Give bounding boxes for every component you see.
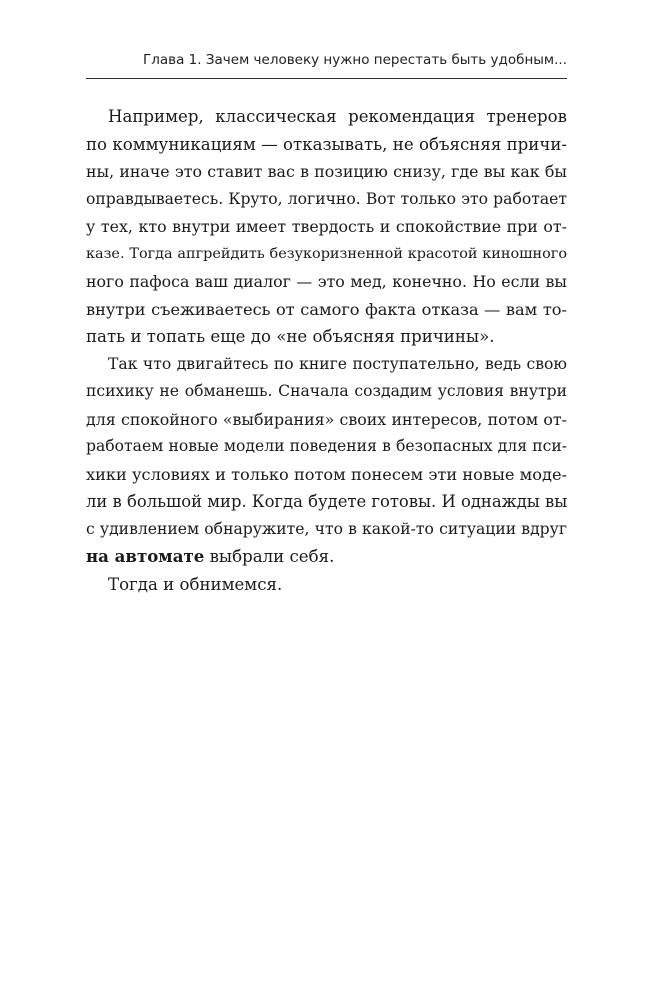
bold-phrase: на автомате xyxy=(86,546,205,566)
text-line: психику не обманешь. Сначала создадим условия внутри xyxy=(86,382,567,400)
text-line: Тогда и обнимемся. xyxy=(108,574,283,594)
paragraph-1 xyxy=(86,103,567,351)
text-line: с удивлением обнаружите, что в какой-то ситуации вдруг xyxy=(86,519,567,538)
text-line: работаем новые модели поведения в безопасных для пси- xyxy=(86,437,567,455)
text-line: по коммуникациям — отказывать, не объясняя причи- xyxy=(86,134,567,154)
text-line: ли в большой мир. Когда будете готовы. И однажды вы xyxy=(86,492,567,511)
text-span: выбрали себя. xyxy=(204,547,335,566)
header-rule xyxy=(86,78,567,79)
text-line: Так что двигайтесь по книге поступательно, ведь свою xyxy=(108,354,567,373)
text-line: Например, классическая рекомендация тренеров xyxy=(108,107,567,126)
text-line-final xyxy=(86,543,567,571)
text-line: ного пафоса ваш диалог — это мед, конечно. Но если вы xyxy=(86,272,567,291)
body-text xyxy=(86,103,567,598)
text-line: внутри съеживаетесь от самого факта отказа — вам то- xyxy=(86,299,567,319)
text-line: у тех, кто внутри имеет твердость и спокойствие при от- xyxy=(86,217,567,236)
running-header: Глава 1. Зачем человеку нужно перестать быть удобным... xyxy=(143,52,567,68)
text-line: ны, иначе это ставит вас в позицию снизу, где вы как бы xyxy=(86,162,567,181)
paragraph-2 xyxy=(86,351,567,571)
text-line: для спокойного «выбирания» своих интересов, потом от- xyxy=(86,409,567,429)
text-line: казе. Тогда апгрейдить безукоризненной красотой киношного xyxy=(86,245,567,262)
paragraph-3 xyxy=(86,571,567,599)
text-line: оправдываетесь. Круто, логично. Вот только это работает xyxy=(86,189,567,208)
text-line: хики условиях и только потом понесем эти новые моде- xyxy=(86,464,567,484)
text-line: пать и топать еще до «не объясняя причины». xyxy=(86,327,495,346)
